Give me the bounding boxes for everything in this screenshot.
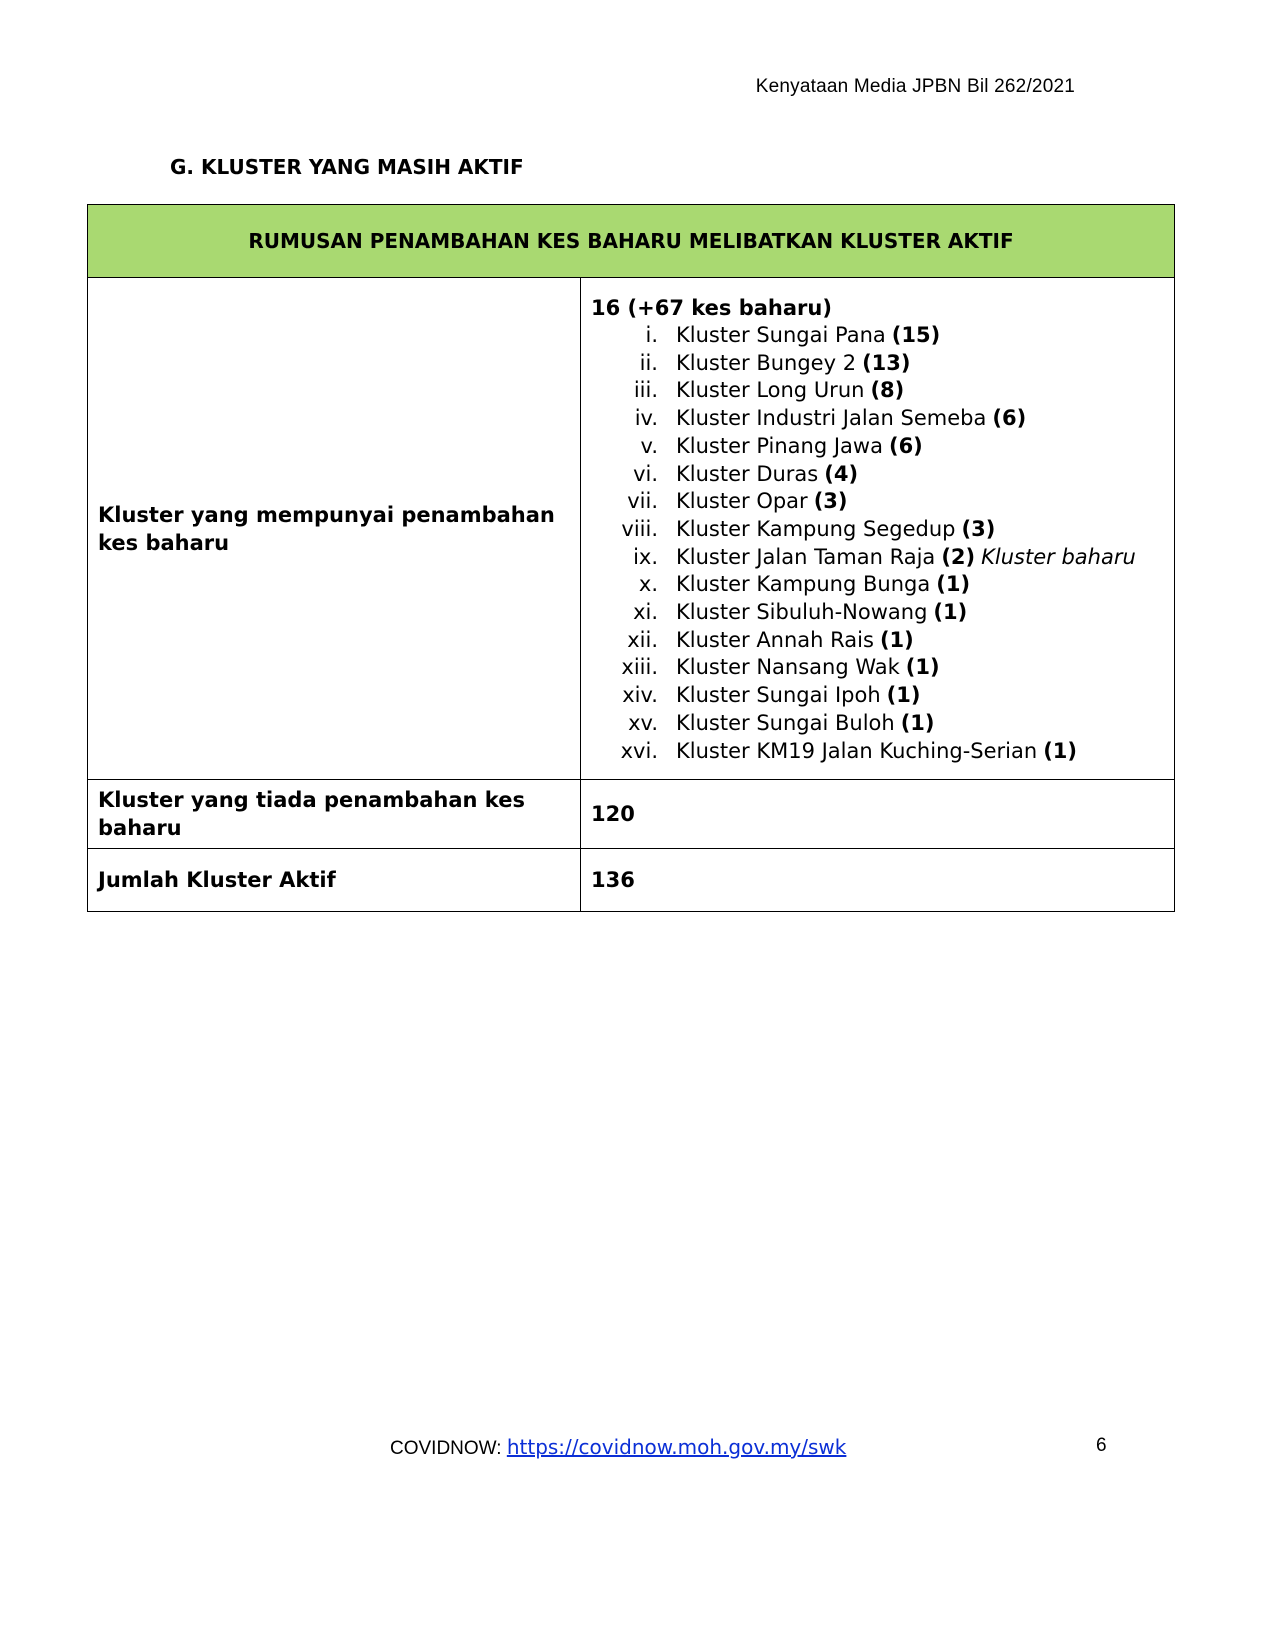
cluster-case-count: (1) — [905, 655, 940, 680]
list-item-number: vii. — [627, 489, 658, 514]
list-item-number: xvi. — [620, 738, 658, 763]
cluster-name: Kluster KM19 Jalan Kuching-Serian — [676, 738, 1038, 763]
list-item — [591, 544, 1164, 572]
cluster-name: Kluster Kampung Segedup — [676, 516, 956, 541]
cluster-name: Kluster Long Urun — [676, 378, 865, 403]
row-label-no-new-cases: Kluster yang tiada penambahan kes baharu — [88, 780, 581, 849]
page-number: 6 — [1096, 1435, 1107, 1456]
cluster-case-count: (1) — [933, 600, 968, 625]
list-item — [591, 461, 1164, 489]
list-item-number: xii. — [627, 627, 658, 652]
footer — [390, 1435, 846, 1460]
cluster-name: Kluster Annah Rais — [676, 627, 874, 652]
list-item-number: viii. — [621, 516, 658, 541]
list-item-number: vi. — [633, 461, 658, 486]
cluster-case-count: (6) — [992, 406, 1027, 431]
cluster-name: Kluster Jalan Taman Raja — [676, 544, 936, 569]
cluster-name: Kluster Bungey 2 — [676, 350, 857, 375]
list-item-text — [676, 488, 848, 516]
cluster-case-count: (6) — [888, 433, 923, 458]
cluster-case-count: (1) — [886, 683, 921, 708]
list-item — [591, 516, 1164, 544]
list-item — [591, 377, 1164, 405]
cluster-name: Kluster Industri Jalan Semeba — [676, 406, 987, 431]
list-item — [591, 350, 1164, 378]
list-item-number: x. — [638, 572, 658, 597]
row-label-new-cases: Kluster yang mempunyai penambahan kes baharu — [88, 278, 581, 780]
cluster-case-count: (1) — [936, 572, 971, 597]
cluster-name: Kluster Kampung Bunga — [676, 572, 931, 597]
cluster-case-count: (4) — [824, 461, 859, 486]
table-row-no-new-cases — [88, 780, 1175, 849]
list-item — [591, 599, 1164, 627]
list-item-text — [676, 710, 935, 738]
row-value-no-new-cases: 120 — [581, 780, 1175, 849]
list-item-number: i. — [645, 323, 658, 347]
cluster-case-count: (1) — [900, 710, 935, 735]
row-label-total: Jumlah Kluster Aktif — [88, 849, 581, 912]
cluster-name: Kluster Pinang Jawa — [676, 433, 883, 458]
document-reference: Kenyataan Media JPBN Bil 262/2021 — [755, 76, 1075, 97]
table-title: RUMUSAN PENAMBAHAN KES BAHARU MELIBATKAN KLUSTER AKTIF — [88, 205, 1175, 278]
cluster-name: Kluster Sibuluh-Nowang — [676, 600, 928, 625]
cluster-case-count: (15) — [891, 323, 941, 347]
cluster-name: Kluster Nansang Wak — [676, 655, 900, 680]
list-item — [591, 627, 1164, 655]
list-item-number: iii. — [633, 378, 658, 403]
cluster-list — [591, 322, 1164, 765]
table-row-new-cases — [88, 278, 1175, 780]
list-item — [591, 488, 1164, 516]
cluster-name: Kluster Sungai Pana — [676, 323, 886, 347]
cluster-name: Kluster Sungai Buloh — [676, 710, 895, 735]
list-item-number: ix. — [633, 544, 658, 569]
list-item-number: xiv. — [622, 683, 658, 708]
list-item-text — [676, 322, 940, 350]
cluster-case-count: (8) — [870, 378, 905, 403]
covidnow-link[interactable]: https://covidnow.moh.gov.my/swk — [506, 1435, 847, 1459]
list-item-text — [676, 544, 1136, 572]
list-item-text — [676, 571, 970, 599]
list-item — [591, 654, 1164, 682]
row-value-new-cases — [581, 278, 1175, 780]
list-item-number: iv. — [634, 406, 658, 431]
list-item-text — [676, 433, 923, 461]
list-item-text — [676, 599, 967, 627]
list-item — [591, 405, 1164, 433]
list-item — [591, 433, 1164, 461]
cluster-name: Kluster Duras — [676, 461, 819, 486]
cluster-case-count: (1) — [879, 627, 914, 652]
cluster-case-count: (1) — [1043, 738, 1078, 763]
list-item — [591, 571, 1164, 599]
list-item-text — [676, 405, 1026, 433]
list-item-text — [676, 461, 858, 489]
list-item-text — [676, 377, 904, 405]
cluster-case-count: (3) — [813, 489, 848, 514]
section-heading: G. KLUSTER YANG MASIH AKTIF — [170, 155, 524, 179]
cluster-name: Kluster Sungai Ipoh — [676, 683, 881, 708]
new-cases-summary: 16 (+67 kes baharu) — [591, 296, 832, 320]
cluster-case-count: (3) — [961, 516, 996, 541]
cluster-case-count: (2) — [941, 544, 976, 569]
list-item-text — [676, 738, 1077, 766]
table-row-total — [88, 849, 1175, 912]
row-value-total: 136 — [581, 849, 1175, 912]
list-item — [591, 682, 1164, 710]
list-item-text — [676, 350, 910, 378]
list-item-number: xi. — [633, 600, 658, 625]
list-item-number: ii. — [639, 350, 658, 375]
active-cluster-table — [87, 204, 1175, 912]
cluster-name: Kluster Opar — [676, 489, 808, 514]
list-item-number: v. — [640, 433, 658, 458]
list-item-text — [676, 516, 995, 544]
list-item-text — [676, 627, 914, 655]
list-item-number: xv. — [628, 710, 658, 735]
cluster-note: Kluster baharu — [981, 544, 1136, 569]
footer-prefix: COVIDNOW: — [390, 1438, 507, 1459]
table-header-row — [88, 205, 1175, 278]
list-item-text — [676, 654, 940, 682]
list-item-text — [676, 682, 920, 710]
list-item — [591, 710, 1164, 738]
list-item — [591, 738, 1164, 766]
list-item — [591, 322, 1164, 350]
list-item-number: xiii. — [621, 655, 658, 680]
cluster-case-count: (13) — [862, 350, 911, 375]
